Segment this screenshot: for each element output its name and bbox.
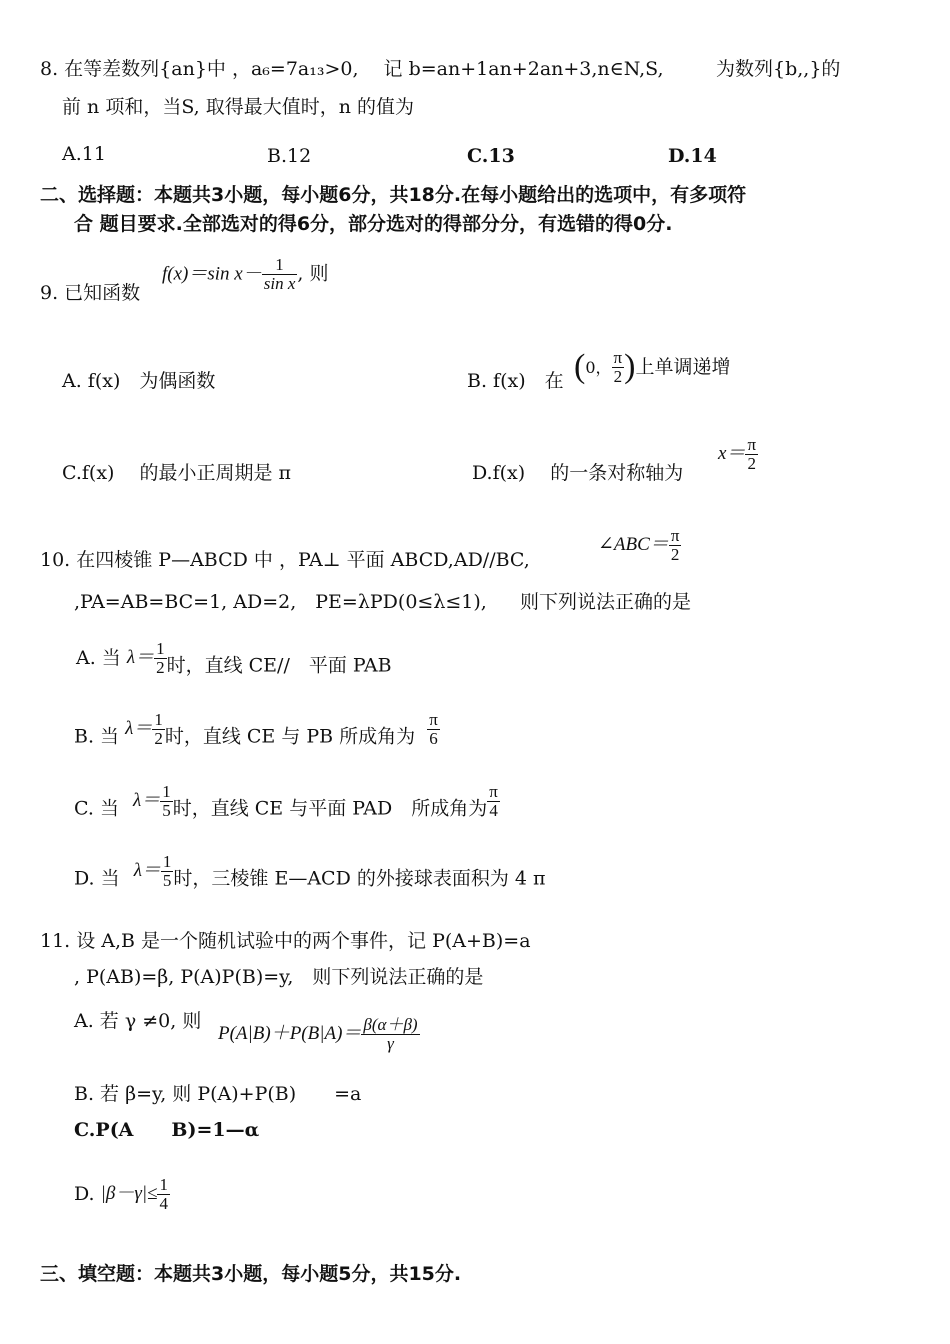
q10-option-c-den: 5	[162, 800, 171, 820]
q9-function-num: 1	[262, 256, 298, 275]
q11-option-c: C.P(A B)=1—α	[74, 1119, 260, 1141]
q10-option-d-prefix: D. 当	[74, 867, 120, 890]
q11-option-a-prefix: A. 若 γ ≠0, 则	[74, 1010, 202, 1032]
q11-option-a-num: β(α＋β)	[363, 1015, 418, 1034]
q9-stem-suffix: , 则	[297, 262, 329, 285]
q11-option-b: B. 若 β=y, 则 P(A)+P(B) =a	[74, 1083, 362, 1105]
q9-function-fraction	[262, 256, 298, 293]
q9-option-d-num: π	[747, 435, 757, 454]
q10-option-d-lambda: λ＝	[133, 859, 161, 881]
q10-option-b	[74, 711, 440, 748]
q10-option-b-den: 2	[154, 728, 163, 748]
q9-option-d-fraction	[745, 436, 758, 473]
q11-option-a-formula	[218, 1016, 420, 1053]
q9-option-d-prefix: D.f(x) 的一条对称轴为	[472, 462, 684, 484]
q10-option-c-prefix: C. 当	[74, 797, 119, 820]
q10-option-c-fraction	[160, 783, 173, 820]
q10-option-b-angle-num: π	[429, 710, 438, 729]
q11-option-d-fraction	[157, 1176, 170, 1213]
q9-option-a: A. f(x) 为偶函数	[62, 370, 216, 392]
q10-option-c-angle-den: 4	[489, 800, 498, 820]
q11-option-d	[74, 1176, 170, 1213]
q9-option-d-den: 2	[747, 453, 756, 473]
q8-option-d: D.14	[668, 145, 717, 167]
q11-option-a-lhs: P(A|B)＋P(B|A)＝	[218, 1022, 362, 1044]
q11-stem-line2: , P(AB)=β, P(A)P(B)=y, 则下列说法正确的是	[74, 966, 484, 988]
q11-option-d-prefix: D.	[74, 1182, 95, 1205]
q10-option-a	[76, 640, 392, 677]
q10-option-a-lambda: λ＝	[126, 646, 155, 668]
q11-option-d-num: 1	[159, 1175, 168, 1194]
q10-option-c-num: 1	[162, 782, 171, 801]
q9-option-d-lhs: x＝	[718, 442, 746, 464]
q10-option-d-num: 1	[162, 852, 172, 871]
q9-option-d-formula	[718, 436, 758, 473]
q9-function	[162, 256, 328, 293]
q10-angle-formula	[598, 527, 681, 564]
q11-option-d-lhs: |β－γ|≤	[100, 1182, 158, 1204]
q10-option-a-suffix: 时，直线 CE// 平面 PAB	[166, 654, 392, 677]
q8-stem-line2: 前 n 项和，当S, 取得最大值时，n 的值为	[62, 96, 415, 118]
q9-interval-fraction	[612, 349, 625, 386]
q10-angle-fraction	[669, 527, 682, 564]
q10-option-d-den: 5	[162, 870, 172, 890]
q10-option-d-suffix: 时，三棱锥 E—ACD 的外接球表面积为 4 π	[173, 867, 546, 890]
q8-stem-line1: 8. 在等差数列{an}中 ，a₆=7a₁₃>0, 记 b=an+1an+2an+3,n∈N,S,	[40, 58, 664, 80]
q8-stem-line1-tail: 为数列{b,,}的	[716, 58, 841, 80]
q10-angle-lhs: ∠ABC＝	[598, 533, 669, 555]
q10-option-c-lambda: λ＝	[133, 789, 161, 811]
q10-option-a-prefix: A. 当	[76, 646, 121, 669]
q10-option-b-suffix: 时，直线 CE 与 PB 所成角为	[164, 725, 416, 748]
q10-option-d	[74, 853, 546, 890]
q9-option-b-suffix: 上单调递增	[635, 356, 731, 378]
q8-option-c: C.13	[467, 145, 515, 167]
q10-option-b-lambda: λ＝	[125, 717, 153, 739]
q10-stem-line2: ,PA=AB=BC=1, AD=2, PE=λPD(0≤λ≤1),	[74, 591, 487, 613]
q9-interval-num: π	[613, 348, 623, 368]
q10-option-c-suffix: 时，直线 CE 与平面 PAD 所成角为	[172, 797, 488, 820]
q10-option-b-fraction	[152, 711, 165, 748]
q8-option-a: A.11	[62, 143, 106, 165]
q9-option-b-interval	[574, 347, 730, 388]
q9-interval-den: 2	[613, 366, 623, 386]
q11-option-a-den: γ	[387, 1033, 394, 1053]
q11-stem-line1: 11. 设 A,B 是一个随机试验中的两个事件，记 P(A+B)=a	[40, 930, 531, 952]
q11-option-d-den: 4	[159, 1193, 168, 1213]
q10-option-a-fraction	[154, 640, 167, 677]
section2-heading-line2: 合 题目要求.全部选对的得6分，部分选对的得部分分，有选错的得0分.	[74, 213, 673, 235]
q9-function-lhs: f(x)＝sin x－	[162, 263, 262, 285]
q10-angle-num: π	[670, 526, 680, 545]
q9-option-b-prefix: B. f(x) 在	[467, 370, 564, 392]
q10-option-b-angle-den: 6	[429, 728, 438, 748]
q8-option-b: B.12	[267, 145, 312, 167]
section2-heading-line1: 二、选择题：本题共3小题，每小题6分，共18分.在每小题给出的选项中，有多项符	[40, 184, 747, 206]
q10-option-b-angle-fraction	[427, 711, 440, 748]
q9-stem-prefix: 9. 已知函数	[40, 282, 141, 304]
q10-option-c	[74, 783, 500, 820]
q10-option-a-num: 1	[156, 639, 165, 658]
q10-stem-line2-tail: 则下列说法正确的是	[520, 591, 692, 613]
q10-option-c-angle-fraction	[487, 783, 500, 820]
q9-interval-zero: 0，	[585, 357, 612, 377]
q10-option-b-num: 1	[154, 710, 163, 729]
q10-option-a-den: 2	[156, 657, 165, 677]
q9-option-c: C.f(x) 的最小正周期是 π	[62, 462, 292, 484]
q9-interval-open: (	[574, 348, 586, 385]
q10-stem-line1: 10. 在四棱锥 P—ABCD 中 ，PA⊥ 平面 ABCD,AD//BC,	[40, 549, 530, 571]
q10-option-d-fraction	[161, 853, 174, 890]
q9-function-den: sin x	[263, 273, 296, 293]
q10-angle-den: 2	[670, 544, 680, 564]
q11-option-a-fraction	[361, 1016, 419, 1053]
q10-option-b-prefix: B. 当	[74, 725, 120, 748]
q9-interval-close: )	[624, 348, 636, 385]
q10-option-c-angle-num: π	[489, 782, 498, 801]
section3-heading: 三、填空题：本题共3小题，每小题5分，共15分.	[40, 1263, 462, 1285]
